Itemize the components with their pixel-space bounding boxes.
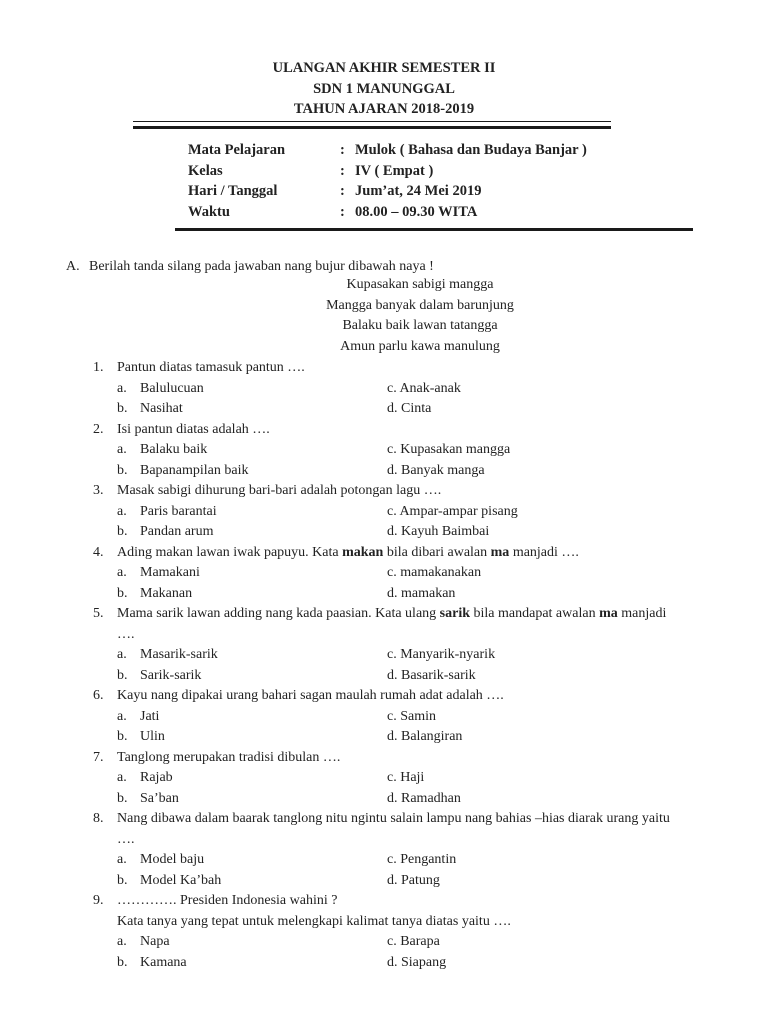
option-b: Ulin bbox=[140, 729, 165, 744]
option-a: Rajab bbox=[140, 770, 173, 785]
option-row bbox=[0, 563, 768, 584]
question-stem bbox=[0, 481, 768, 502]
question-text-part: manjadi bbox=[617, 606, 667, 621]
question-number: 7. bbox=[93, 749, 104, 765]
question-text-part: Nang dibawa dalam baarak tanglong nitu ngintu salain lampu nang bahias –hias diarak urang yaitu bbox=[117, 811, 670, 826]
info-colon: : bbox=[340, 162, 345, 179]
option-b: Makanan bbox=[140, 585, 193, 601]
option-letter: b. bbox=[117, 585, 128, 601]
option-c: c. Haji bbox=[387, 770, 425, 785]
question-text-part: bila mandapat awalan bbox=[470, 606, 600, 621]
question-number: 3. bbox=[93, 483, 104, 498]
option-row bbox=[0, 953, 768, 974]
option-row bbox=[0, 707, 768, 728]
option-d: d. Patung bbox=[387, 872, 440, 888]
question-continuation bbox=[0, 830, 768, 851]
info-row-time bbox=[188, 202, 587, 223]
question-stem bbox=[0, 358, 768, 379]
option-letter: a. bbox=[117, 442, 127, 457]
pantun-verse bbox=[0, 275, 768, 358]
option-letter: b. bbox=[117, 729, 128, 744]
question-number: 4. bbox=[93, 544, 104, 560]
option-row bbox=[0, 645, 768, 666]
question-text: …. bbox=[117, 626, 135, 642]
option-a: Masarik-sarik bbox=[140, 647, 218, 662]
option-b: Sarik-sarik bbox=[140, 667, 202, 683]
question-text bbox=[117, 809, 670, 830]
question-text-part: bila dibari awalan bbox=[383, 544, 491, 560]
option-letter: a. bbox=[117, 647, 127, 662]
option-b: Model Ka’bah bbox=[140, 872, 222, 888]
info-row-subject bbox=[188, 140, 587, 161]
option-a: Balaku baik bbox=[140, 442, 208, 457]
option-row bbox=[0, 461, 768, 482]
school-name: SDN 1 MANUNGGAL bbox=[313, 80, 455, 97]
option-b: Nasihat bbox=[140, 401, 183, 416]
question-text-part: Isi pantun diatas adalah …. bbox=[117, 421, 270, 437]
keyword: ma bbox=[599, 606, 618, 621]
info-label: Hari / Tanggal bbox=[188, 183, 278, 199]
question-text-part: Masak sabigi dihurung bari-bari adalah potongan lagu …. bbox=[117, 483, 442, 498]
info-value: Mulok ( Bahasa dan Budaya Banjar ) bbox=[355, 142, 587, 158]
option-c: c. Manyarik-nyarik bbox=[387, 647, 496, 662]
option-row bbox=[0, 379, 768, 400]
pantun-line: Amun parlu kawa manulung bbox=[340, 339, 500, 355]
question-text-part: Tanglong merupakan tradisi dibulan …. bbox=[117, 749, 341, 765]
option-c: c. Kupasakan mangga bbox=[387, 442, 511, 457]
option-row bbox=[0, 502, 768, 523]
info-value: 08.00 – 09.30 WITA bbox=[355, 203, 478, 220]
option-row bbox=[0, 871, 768, 892]
question-number: 5. bbox=[93, 606, 104, 621]
question-number: 2. bbox=[93, 421, 104, 437]
question-stem bbox=[0, 420, 768, 441]
question-continuation bbox=[0, 912, 768, 933]
option-letter: a. bbox=[117, 934, 127, 949]
option-a: Napa bbox=[140, 934, 170, 949]
option-row bbox=[0, 666, 768, 687]
info-label: Kelas bbox=[188, 162, 223, 179]
section-instruction bbox=[66, 257, 434, 277]
question-number: 6. bbox=[93, 688, 104, 703]
option-d: d. Balangiran bbox=[387, 729, 463, 744]
info-rule bbox=[175, 228, 693, 231]
option-d: d. mamakan bbox=[387, 585, 456, 601]
option-letter: b. bbox=[117, 667, 128, 683]
option-d: d. Basarik-sarik bbox=[387, 667, 476, 683]
option-letter: a. bbox=[117, 503, 127, 519]
question-list bbox=[0, 358, 768, 973]
question-stem bbox=[0, 543, 768, 564]
option-a: Model baju bbox=[140, 852, 205, 867]
question-text bbox=[117, 686, 504, 707]
option-a: Jati bbox=[140, 708, 160, 724]
option-c: c. mamakanakan bbox=[387, 565, 482, 580]
question-text-part: Kayu nang dipakai urang bahari sagan maulah rumah adat adalah …. bbox=[117, 688, 504, 703]
instruction-text: Berilah tanda silang pada jawaban nang bujur dibawah naya ! bbox=[89, 259, 434, 274]
section-letter: A. bbox=[66, 259, 80, 274]
info-row-class bbox=[188, 161, 587, 182]
question-text-part: Ading makan lawan iwak papuyu. Kata bbox=[117, 544, 343, 560]
question-stem bbox=[0, 809, 768, 830]
option-a: Paris barantai bbox=[140, 503, 217, 519]
option-d: d. Ramadhan bbox=[387, 790, 461, 806]
info-colon: : bbox=[340, 142, 345, 158]
question-number: 1. bbox=[93, 360, 104, 375]
option-row bbox=[0, 789, 768, 810]
option-d: d. Banyak manga bbox=[387, 462, 485, 478]
option-d: d. Siapang bbox=[387, 954, 447, 970]
info-colon: : bbox=[340, 183, 345, 199]
option-row bbox=[0, 932, 768, 953]
question-stem bbox=[0, 604, 768, 625]
option-letter: a. bbox=[117, 565, 127, 580]
option-row bbox=[0, 584, 768, 605]
option-letter: a. bbox=[117, 770, 127, 785]
question-text-part: Pantun diatas tamasuk pantun …. bbox=[117, 360, 305, 375]
option-letter: b. bbox=[117, 462, 128, 478]
option-letter: a. bbox=[117, 852, 127, 867]
pantun-line: Kupasakan sabigi mangga bbox=[346, 277, 494, 292]
option-c: c. Barapa bbox=[387, 934, 440, 949]
info-colon: : bbox=[340, 203, 345, 220]
question-text bbox=[117, 543, 579, 564]
exam-info-table bbox=[188, 140, 587, 222]
option-c: c. Pengantin bbox=[387, 852, 457, 867]
info-label: Waktu bbox=[188, 203, 230, 220]
option-b: Kamana bbox=[140, 954, 187, 970]
question-text bbox=[117, 604, 666, 625]
option-c: c. Anak-anak bbox=[387, 380, 461, 396]
info-label: Mata Pelajaran bbox=[188, 142, 286, 158]
option-letter: b. bbox=[117, 872, 128, 888]
option-row bbox=[0, 399, 768, 420]
question-text-part: …………. Presiden Indonesia wahini ? bbox=[117, 893, 338, 908]
option-b: Sa’ban bbox=[140, 790, 179, 806]
school-year: TAHUN AJARAN 2018-2019 bbox=[293, 101, 475, 117]
question-text bbox=[117, 481, 441, 502]
option-row bbox=[0, 440, 768, 461]
option-letter: b. bbox=[117, 954, 128, 970]
option-d: d. Kayuh Baimbai bbox=[387, 524, 490, 539]
question-number: 9. bbox=[93, 893, 104, 908]
pantun-line: Mangga banyak dalam barunjung bbox=[326, 297, 514, 313]
question-text bbox=[117, 748, 340, 769]
header-rule-thick bbox=[133, 126, 611, 129]
question-number: 8. bbox=[93, 811, 104, 826]
option-letter: b. bbox=[117, 790, 128, 806]
question-text bbox=[117, 891, 337, 912]
option-c: c. Ampar-ampar pisang bbox=[387, 503, 518, 519]
info-value: IV ( Empat ) bbox=[355, 162, 434, 179]
question-stem bbox=[0, 748, 768, 769]
option-b: Pandan arum bbox=[140, 524, 214, 539]
info-row-date bbox=[188, 181, 587, 202]
question-text bbox=[117, 420, 270, 441]
question-text bbox=[117, 358, 305, 379]
option-a: Mamakani bbox=[140, 565, 200, 580]
option-row bbox=[0, 768, 768, 789]
exam-header bbox=[0, 58, 768, 120]
question-text: …. bbox=[117, 831, 135, 847]
keyword: sarik bbox=[439, 606, 471, 621]
option-a: Balulucuan bbox=[140, 380, 204, 396]
option-d: d. Cinta bbox=[387, 401, 432, 416]
question-text-part: manjadi …. bbox=[509, 544, 579, 560]
question-text-part: Mama sarik lawan adding nang kada paasian. Kata ulang bbox=[117, 606, 440, 621]
option-letter: b. bbox=[117, 401, 128, 416]
info-value: Jum’at, 24 Mei 2019 bbox=[355, 183, 482, 199]
question-stem bbox=[0, 686, 768, 707]
option-b: Bapanampilan baik bbox=[140, 462, 249, 478]
question-continuation bbox=[0, 625, 768, 646]
option-letter: a. bbox=[117, 380, 127, 396]
option-row bbox=[0, 522, 768, 543]
keyword: makan bbox=[342, 544, 384, 560]
pantun-line: Balaku baik lawan tatangga bbox=[342, 318, 498, 334]
exam-title: ULANGAN AKHIR SEMESTER II bbox=[272, 60, 496, 76]
option-row bbox=[0, 850, 768, 871]
keyword: ma bbox=[490, 544, 510, 560]
option-letter: b. bbox=[117, 524, 128, 539]
question-stem bbox=[0, 891, 768, 912]
option-row bbox=[0, 727, 768, 748]
header-rule-thin bbox=[133, 121, 611, 122]
option-letter: a. bbox=[117, 708, 127, 724]
question-text: Kata tanya yang tepat untuk melengkapi kalimat tanya diatas yaitu …. bbox=[117, 913, 511, 929]
option-c: c. Samin bbox=[387, 708, 436, 724]
